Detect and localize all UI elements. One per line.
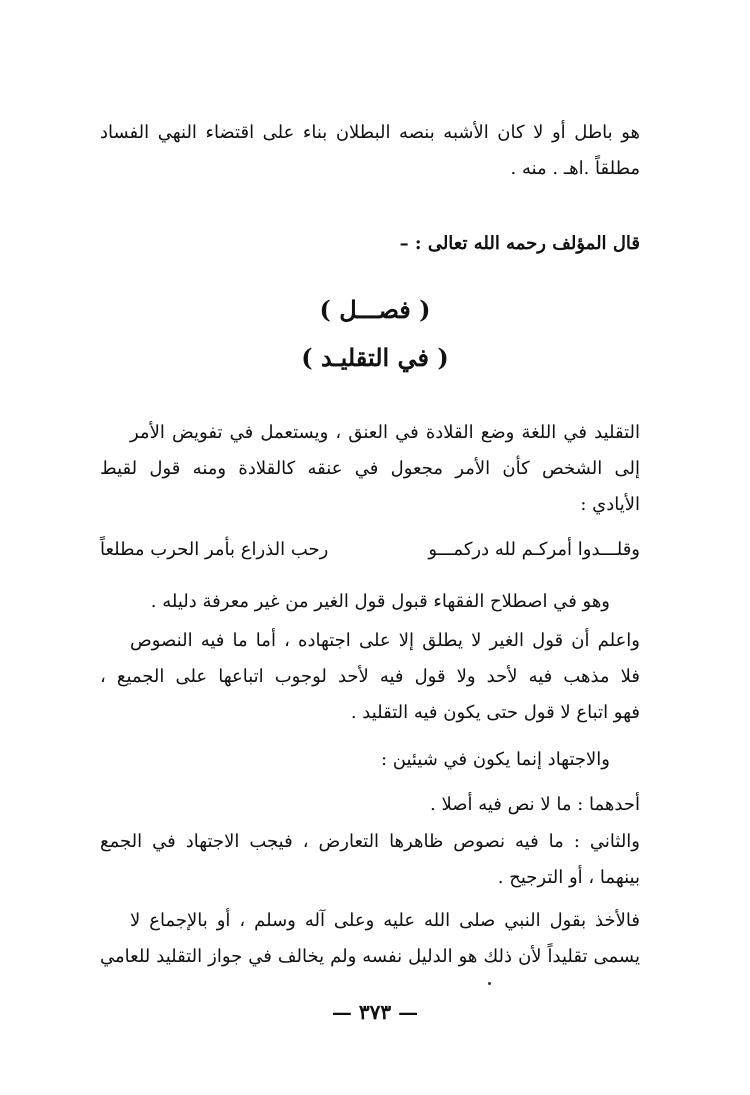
verse-hemistich-2: رحب الذراع بأمر الحرب مطلعاً bbox=[100, 539, 329, 560]
know-line-1: واعلم أن قول الغير لا يطلق إلا على اجتهاده ، أما ما فيه النصوص bbox=[130, 630, 640, 651]
page-number: — ٣٧٣ — bbox=[331, 1000, 419, 1024]
intro-line-2: مطلقاً .اهـ . منه . bbox=[510, 158, 640, 179]
ijtihad-intro: والاجتهاد إنما يكون في شيئين : bbox=[380, 749, 610, 770]
verse-hemistich-1: وقلـــدوا أمركـم لله دركمـــو bbox=[428, 539, 640, 560]
technical-definition: وهو في اصطلاح الفقهاء قبول قول الغير من غير معرفة دليله . bbox=[150, 591, 610, 612]
taking-line-2: يسمى تقليداً لأن ذلك هو الدليل نفسه ولم يخالف في جواز التقليد للعامي bbox=[100, 946, 640, 967]
section-title: ( فصـــل ) bbox=[319, 295, 431, 324]
first-case: أحدهما : ما لا نص فيه أصلا . bbox=[430, 794, 640, 815]
poem-verse bbox=[100, 538, 640, 562]
second-case-line-2: بينهما ، أو الترجيح . bbox=[497, 867, 640, 888]
second-case-line-1: والثاني : ما فيه نصوص ظاهرها التعارض ، فيجب الاجتهاد في الجمع bbox=[100, 831, 640, 852]
definition-line-3: الأيادي : bbox=[580, 494, 640, 515]
section-subtitle: ( في التقليـد ) bbox=[301, 343, 449, 372]
know-line-2: فلا مذهب فيه لأحد ولا قول فيه لأحد لوجوب اتباعها على الجميع ، bbox=[100, 666, 640, 687]
intro-line-1: هو باطل أو لا كان الأشبه بنصه البطلان بناء على اقتضاء النهي الفساد bbox=[100, 122, 640, 143]
author-said: قال المؤلف رحمه الله تعالى : – bbox=[399, 233, 640, 254]
definition-line-1: التقليد في اللغة وضع القلادة في العنق ، ويستعمل في تفويض الأمر bbox=[130, 422, 640, 443]
know-line-3: فهو اتباع لا قول حتى يكون فيه التقليد . bbox=[350, 702, 640, 723]
definition-line-2: إلى الشخص كأن الأمر مجعول في عنقه كالقلادة ومنه قول لقيط bbox=[100, 458, 640, 479]
ink-speck bbox=[488, 982, 491, 985]
taking-line-1: فالأخذ بقول النبي صلى الله عليه وعلى آله وسلم ، أو بالإجماع لا bbox=[130, 910, 640, 931]
